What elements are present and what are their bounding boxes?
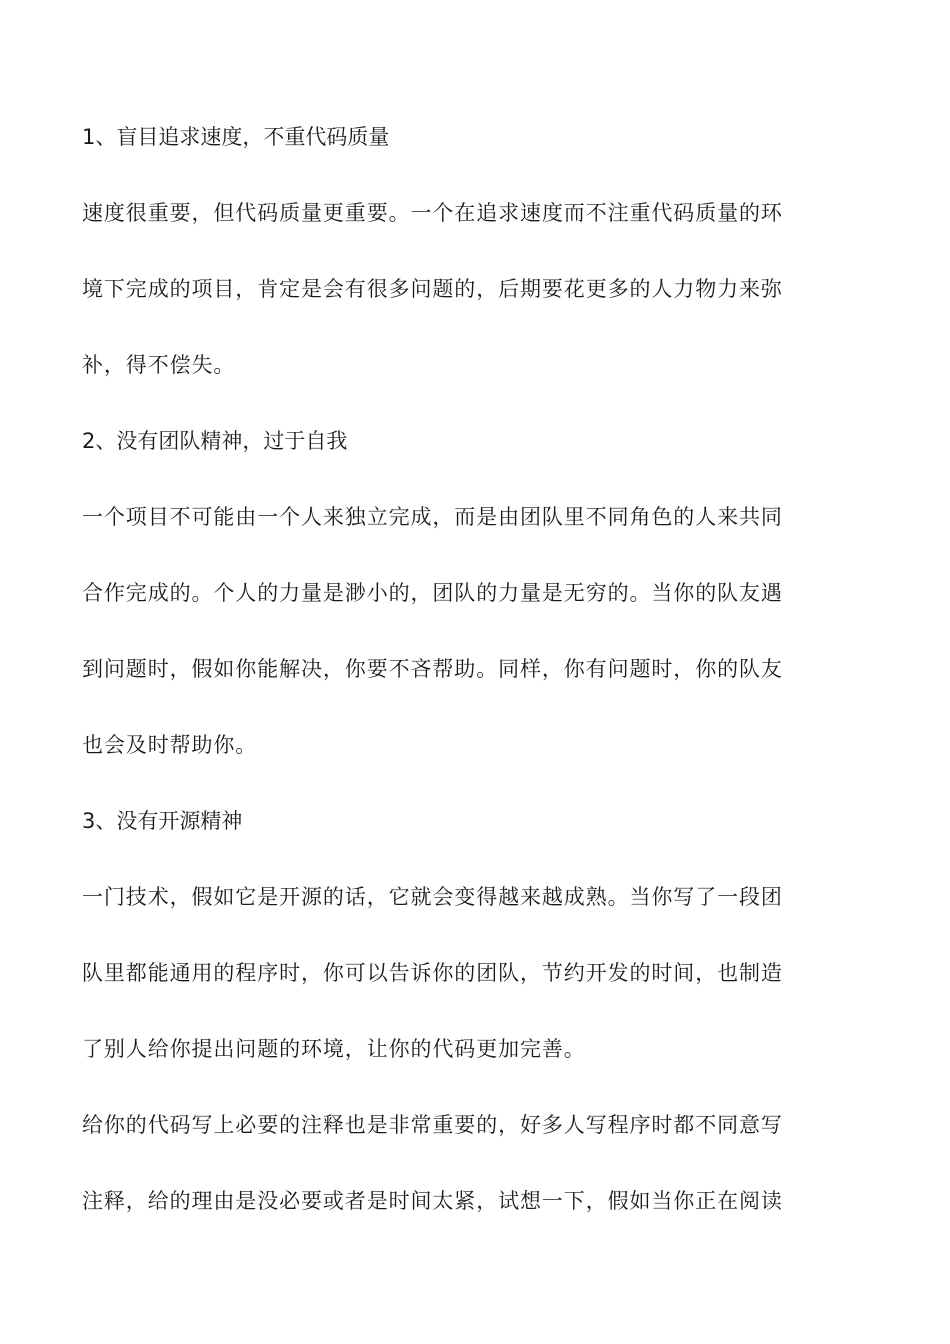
section-heading-2: 2、没有团队精神，过于自我 (82, 429, 348, 453)
document-body (82, 99, 872, 1239)
paragraph-line: 一个项目不可能由一个人来独立完成，而是由团队里不同角色的人来共同 (82, 505, 783, 529)
section-heading-1: 1、盲目追求速度，不重代码质量 (82, 125, 390, 149)
paragraph-line: 给你的代码写上必要的注释也是非常重要的，好多人写程序时都不同意写 (82, 1113, 783, 1137)
section-paragraph-4 (82, 1087, 872, 1239)
paragraph-line: 补，得不偿失。 (82, 353, 236, 377)
section-paragraph-1 (82, 175, 872, 403)
paragraph-line: 队里都能通用的程序时，你可以告诉你的团队，节约开发的时间，也制造 (82, 961, 783, 985)
paragraph-line: 到问题时，假如你能解决，你要不吝帮助。同样，你有问题时，你的队友 (82, 657, 783, 681)
paragraph-line: 合作完成的。个人的力量是渺小的，团队的力量是无穷的。当你的队友遇 (82, 581, 783, 605)
section-paragraph-2 (82, 479, 872, 783)
section-heading-3: 3、没有开源精神 (82, 809, 243, 833)
section-paragraph-3 (82, 859, 872, 1087)
paragraph-line: 速度很重要，但代码质量更重要。一个在追求速度而不注重代码质量的环 (82, 201, 783, 225)
paragraph-line: 也会及时帮助你。 (82, 733, 258, 757)
paragraph-line: 一门技术，假如它是开源的话，它就会变得越来越成熟。当你写了一段团 (82, 885, 783, 909)
paragraph-line: 了别人给你提出问题的环境，让你的代码更加完善。 (82, 1037, 586, 1061)
paragraph-line: 注释，给的理由是没必要或者是时间太紧，试想一下，假如当你正在阅读 (82, 1189, 783, 1213)
paragraph-line: 境下完成的项目，肯定是会有很多问题的，后期要花更多的人力物力来弥 (82, 277, 783, 301)
